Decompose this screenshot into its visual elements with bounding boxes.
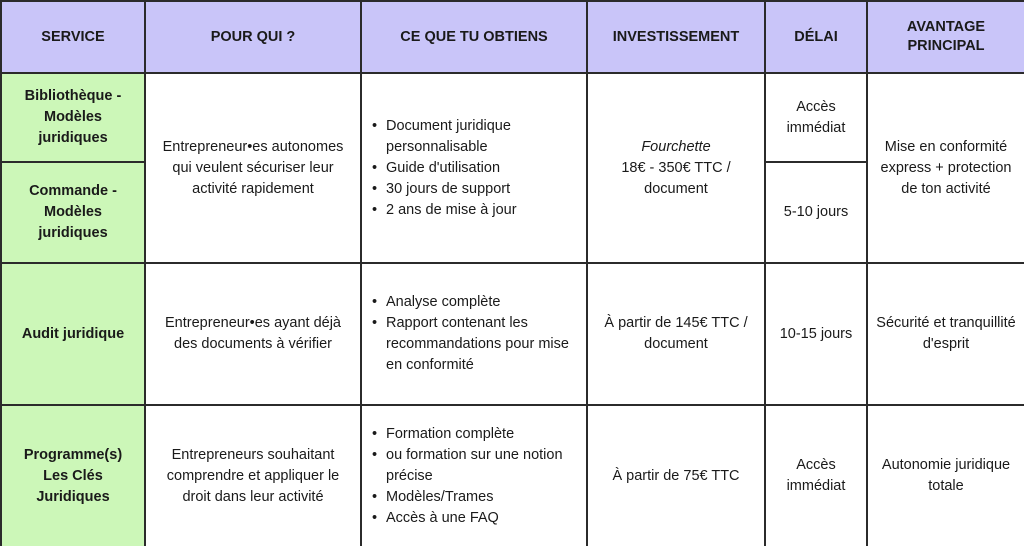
delai-bibliotheque: Accès immédiat bbox=[765, 73, 867, 162]
service-audit: Audit juridique bbox=[1, 263, 145, 405]
obtiens-programme bbox=[361, 405, 587, 546]
avantage-audit: Sécurité et tranquillité d'esprit bbox=[867, 263, 1024, 405]
delai-commande: 5-10 jours bbox=[765, 162, 867, 263]
list-item: • Document juridique personnalisable bbox=[370, 116, 578, 158]
investissement-modeles bbox=[587, 73, 765, 263]
service-commande: Commande - Modèles juridiques bbox=[1, 162, 145, 263]
obtiens-audit bbox=[361, 263, 587, 405]
list-item: • Accès à une FAQ bbox=[370, 508, 578, 529]
delai-audit: 10-15 jours bbox=[765, 263, 867, 405]
header-avantage: AVANTAGE PRINCIPAL bbox=[867, 1, 1024, 73]
table-row-programme bbox=[1, 405, 1024, 546]
header-service: SERVICE bbox=[1, 1, 145, 73]
obtiens-programme-list bbox=[370, 424, 578, 529]
obtiens-modeles bbox=[361, 73, 587, 263]
list-item: • Analyse complète bbox=[370, 292, 578, 313]
list-item: • Modèles/Trames bbox=[370, 487, 578, 508]
service-bibliotheque: Bibliothèque - Modèles juridiques bbox=[1, 73, 145, 162]
header-row bbox=[1, 1, 1024, 73]
pour-qui-audit: Entrepreneur•es ayant déjà des documents à vérifier bbox=[145, 263, 361, 405]
avantage-programme: Autonomie juridique totale bbox=[867, 405, 1024, 546]
service-programme: Programme(s) Les Clés Juridiques bbox=[1, 405, 145, 546]
header-obtiens: CE QUE TU OBTIENS bbox=[361, 1, 587, 73]
investissement-label: Fourchette bbox=[641, 138, 711, 155]
list-item: • Guide d'utilisation bbox=[370, 158, 578, 179]
avantage-modeles: Mise en conformité express + protection de ton activité bbox=[867, 73, 1024, 263]
list-item: • Rapport contenant les recommandations pour mise en conformité bbox=[370, 313, 578, 376]
obtiens-modeles-list bbox=[370, 116, 578, 221]
header-delai: DÉLAI bbox=[765, 1, 867, 73]
delai-programme: Accès immédiat bbox=[765, 405, 867, 546]
pour-qui-programme: Entrepreneurs souhaitant comprendre et appliquer le droit dans leur activité bbox=[145, 405, 361, 546]
list-item: • 30 jours de support bbox=[370, 179, 578, 200]
list-item: • 2 ans de mise à jour bbox=[370, 200, 578, 221]
investissement-value: 18€ - 350€ TTC / document bbox=[621, 159, 731, 197]
investissement-audit: À partir de 145€ TTC / document bbox=[587, 263, 765, 405]
list-item: • ou formation sur une notion précise bbox=[370, 445, 578, 487]
table-row-bibliotheque bbox=[1, 73, 1024, 162]
investissement-programme: À partir de 75€ TTC bbox=[587, 405, 765, 546]
header-pour-qui: POUR QUI ? bbox=[145, 1, 361, 73]
table-row-audit bbox=[1, 263, 1024, 405]
pour-qui-modeles: Entrepreneur•es autonomes qui veulent sécuriser leur activité rapidement bbox=[145, 73, 361, 263]
obtiens-audit-list bbox=[370, 292, 578, 376]
list-item: • Formation complète bbox=[370, 424, 578, 445]
header-investissement: INVESTISSEMENT bbox=[587, 1, 765, 73]
